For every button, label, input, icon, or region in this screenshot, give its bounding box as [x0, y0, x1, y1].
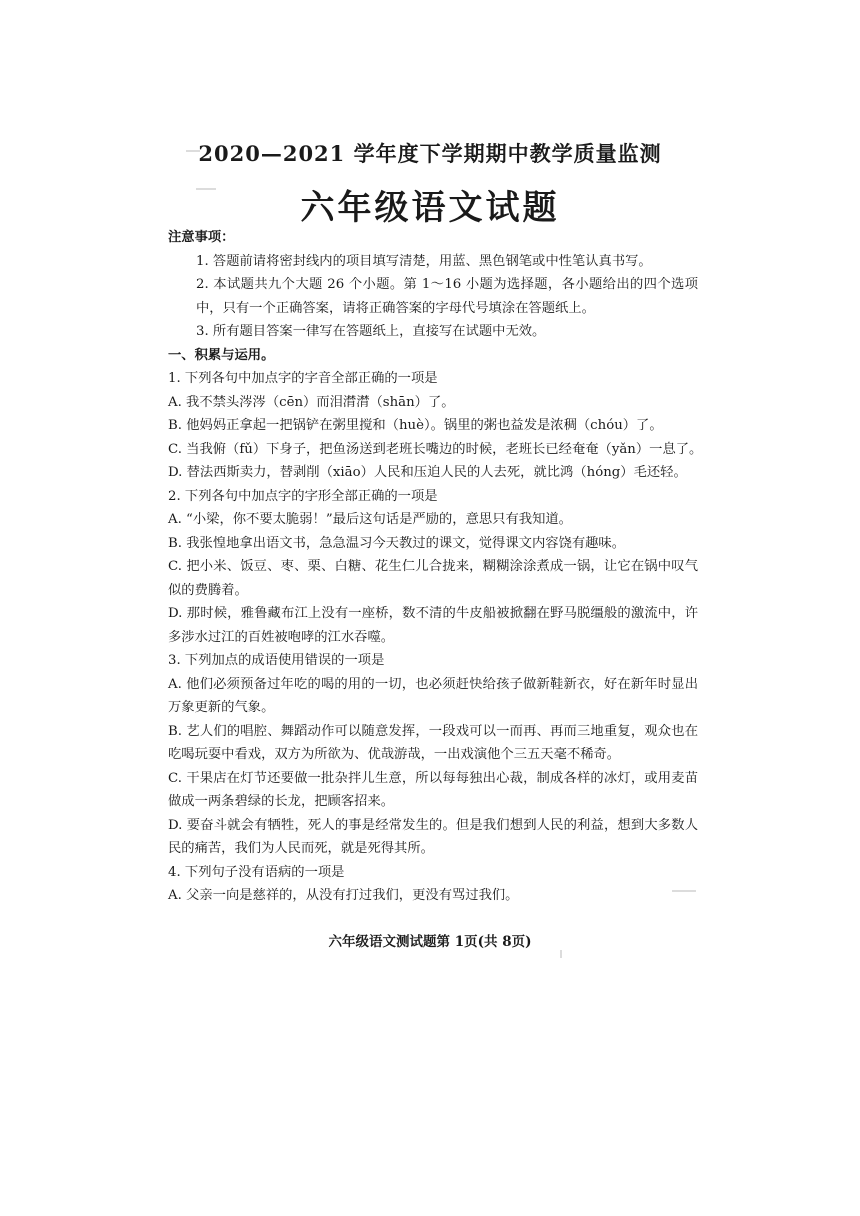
notice-item: 1. 答题前请将密封线内的项目填写清楚，用蓝、黑色钢笔或中性笔认真书写。 — [196, 253, 652, 269]
scan-speck — [560, 950, 562, 958]
question-option: D. 替法西斯卖力，替剥削（xiāo）人民和压迫人民的人去死，就比鸿（hóng）毛还轻。 — [168, 465, 687, 480]
question-option: A. 他们必须预备过年吃的喝的用的一切，也必须赶快给孩子做新鞋新衣，好在新年时显出万象更新的气象。 — [168, 676, 698, 715]
notice-item: 2. 本试题共九个大题 26 个小题。第 1～16 小题为选择题，各小题给出的四个选项中，只有一个正确答案，请将正确答案的字母代号填涂在答题纸上。 — [196, 277, 698, 316]
question-stem: 3. 下列加点的成语使用错误的一项是 — [168, 653, 385, 668]
question-option: B. 我张惶地拿出语文书，急急温习今天教过的课文，觉得课文内容饶有趣味。 — [168, 535, 626, 551]
question-stem: 2. 下列各句中加点字的字形全部正确的一项是 — [168, 488, 438, 504]
question-stem: 4. 下列句子没有语病的一项是 — [168, 864, 345, 880]
question-option: C. 当我俯（fǔ）下身子，把鱼汤送到老班长嘴边的时候，老班长已经奄奄（yǎn）一息了。 — [168, 441, 703, 457]
question-option: B. 艺人们的唱腔、舞蹈动作可以随意发挥，一段戏可以一而再、再而三地重复，观众也在吃喝玩耍中看戏，双方为所欲为、优哉游哉，一出戏演他个三五天毫不稀奇。 — [168, 723, 698, 762]
question-option: A. “小梁，你不要太脆弱！”最后这句话是严励的，意思只有我知道。 — [168, 512, 572, 527]
question-stem: 1. 下列各句中加点字的字音全部正确的一项是 — [168, 371, 438, 386]
notice-item: 3. 所有题目答案一律写在答题纸上，直接写在试题中无效。 — [196, 324, 546, 339]
exam-subtitle: 2020—2021 学年度下学期期中教学质量监测 — [198, 141, 662, 166]
question-option: A. 父亲一向是慈祥的，从没有打过我们，更没有骂过我们。 — [168, 888, 519, 903]
question-option: D. 那时候，雅鲁藏布江上没有一座桥，数不清的牛皮船被掀翻在野马脱缰般的激流中，许多涉水过江的百姓被咆哮的江水吞噬。 — [168, 606, 698, 645]
question-option: B. 他妈妈正拿起一把锅铲在粥里搅和（huè）。锅里的粥也益发是浓稠（chóu）了。 — [168, 418, 663, 433]
question-option: D. 要奋斗就会有牺牲，死人的事是经常发生的。但是我们想到人民的利益，想到大多数人民的痛苦，我们为人民而死，就是死得其所。 — [168, 817, 698, 856]
question-option: C. 干果店在灯节还要做一批杂拌儿生意，所以每每独出心裁，制成各样的冰灯，或用麦苗做成一两条碧绿的长龙，把顾客招来。 — [168, 770, 698, 809]
exam-title: 六年级语文试题 — [300, 188, 560, 228]
question-option: A. 我不禁头涔涔（cēn）而泪潸潸（shān）了。 — [168, 394, 455, 410]
exam-content — [168, 226, 703, 908]
section-heading: 一、积累与运用。 — [168, 347, 275, 363]
page-footer: 六年级语文测试题第 1页(共 8页) — [328, 934, 532, 950]
question-option: C. 把小米、饭豆、枣、栗、白糖、花生仁儿合拢来，糊糊涂涂煮成一锅，让它在锅中叹气似的费腾着。 — [168, 559, 698, 598]
notice-heading: 注意事项： — [168, 230, 235, 245]
